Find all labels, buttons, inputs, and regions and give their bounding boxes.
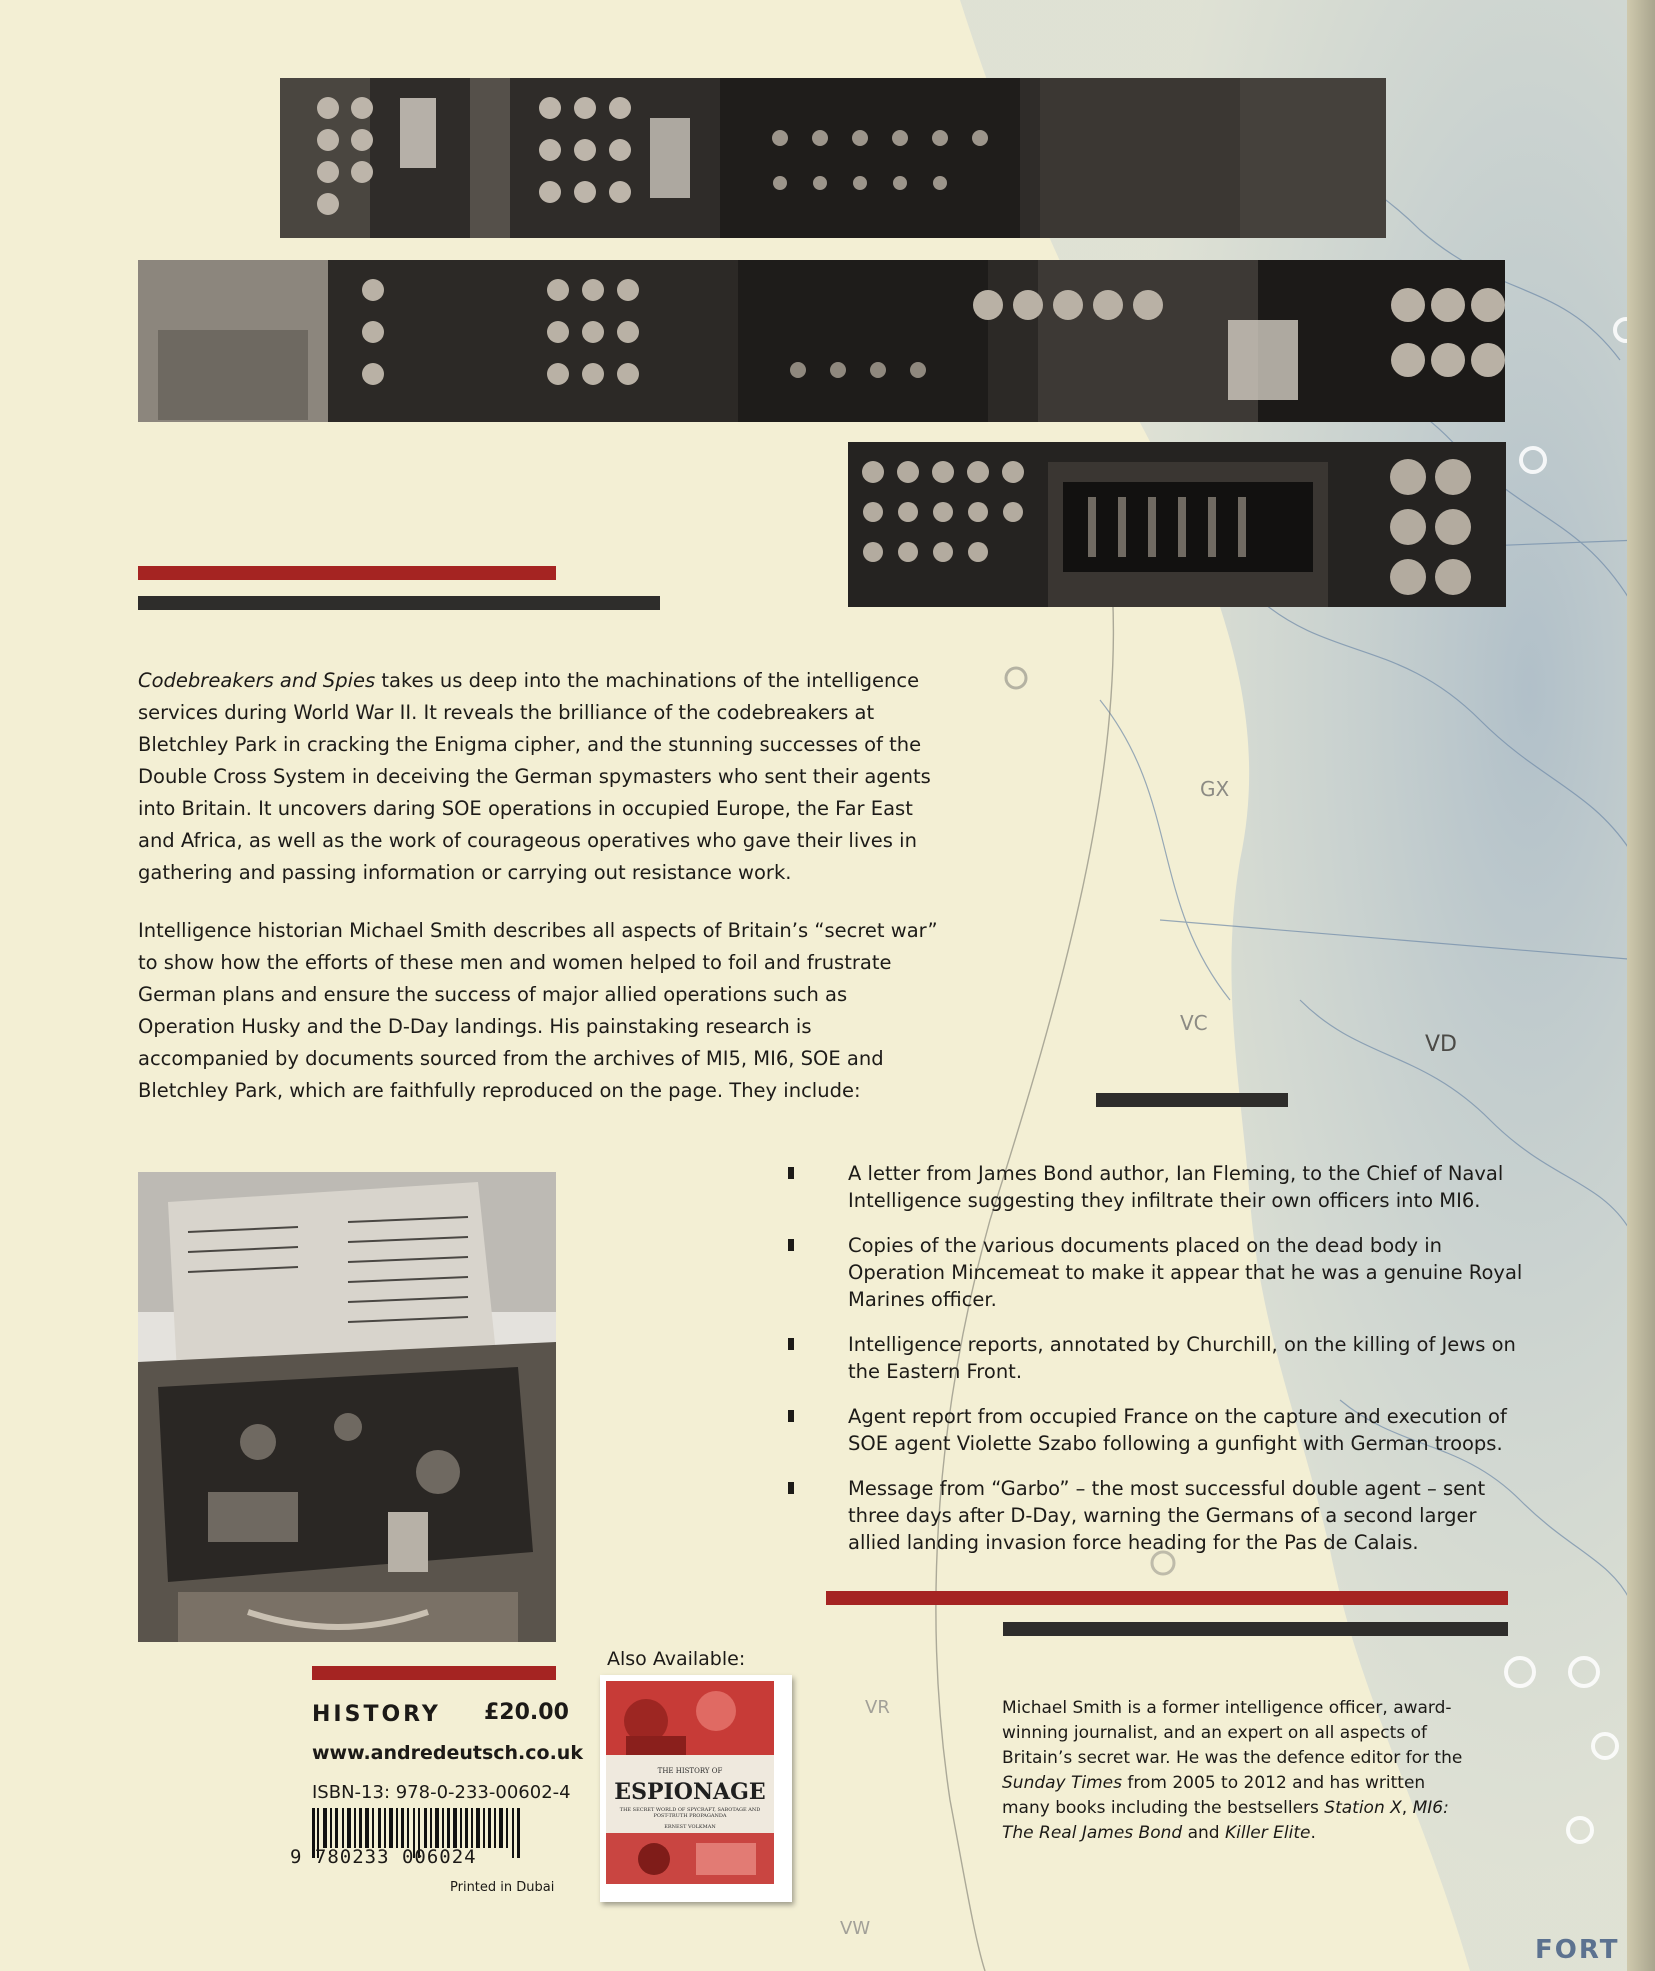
blurb-text bbox=[138, 665, 938, 1133]
list-item-text: A letter from James Bond author, Ian Fleming, to the Chief of Naval Intelligence suggesting they infiltrate their own officers into MI6. bbox=[848, 1162, 1504, 1212]
list-item bbox=[788, 1160, 1528, 1214]
map-label: VD bbox=[1425, 1032, 1457, 1057]
list-item bbox=[788, 1232, 1528, 1313]
second-paragraph: Intelligence historian Michael Smith describes all aspects of Britain’s “secret war” to show how the efforts of these men and women helped to foil and frustrate German plans and ensure the success of major allied operations such as Operation Husky and the D-Day landings. His painstaking research is accompanied by documents sourced from the archives of MI5, MI6, SOE and Bletchley Park, which are faithfully reproduced on the page. They include: bbox=[138, 919, 938, 1102]
map-label: VR bbox=[865, 1697, 890, 1718]
author-bio-text: , bbox=[1401, 1798, 1413, 1818]
cover-subtitle: THE SECRET WORLD OF SPYCRAFT, SABOTAGE AND POST-TRUTH PROPAGANDA bbox=[619, 1807, 761, 1819]
radio-suitcase-photo bbox=[138, 1172, 556, 1642]
bullet-marker-icon bbox=[788, 1167, 794, 1179]
cover-author: ERNEST VOLKMAN bbox=[664, 1824, 716, 1830]
author-bio bbox=[1002, 1696, 1472, 1846]
bombe-photo-strip-middle bbox=[138, 260, 1505, 422]
map-label: GX bbox=[1200, 777, 1230, 801]
list-item-text: Agent report from occupied France on the capture and execution of SOE agent Violette Szabo following a gunfight with German troops. bbox=[848, 1405, 1507, 1455]
bullet-marker-icon bbox=[788, 1239, 794, 1251]
italic-publication: Sunday Times bbox=[1002, 1773, 1122, 1793]
document-list bbox=[788, 1160, 1528, 1574]
bullet-marker-icon bbox=[788, 1482, 794, 1494]
bombe-photo-strip-top bbox=[280, 78, 1386, 238]
author-bio-text: and bbox=[1182, 1823, 1225, 1843]
list-item bbox=[788, 1403, 1528, 1457]
bombe-photo-image bbox=[280, 78, 1386, 238]
intro-paragraph-text: takes us deep into the machinations of the intelligence services during World War II. It reveals the brilliance of the codebreakers at Bletchley Park in cracking the Enigma cipher, and the stunning successes of the Double Cross System in deceiving the German spymasters who sent their agents into Britain. It uncovers daring SOE operations in occupied Europe, the Far East and Africa, as well as the work of courageous operatives who gave their lives in gathering and passing information or carrying out resistance work. bbox=[138, 669, 931, 884]
cover-figures-image bbox=[606, 1681, 774, 1755]
italic-book-title: MI6: The Real James Bond bbox=[1002, 1798, 1449, 1843]
book-edge bbox=[1627, 0, 1655, 1971]
cover-bottom-image bbox=[606, 1833, 774, 1884]
map-label: VC bbox=[1180, 1011, 1208, 1035]
price-label: £20.00 bbox=[484, 1700, 569, 1725]
isbn-label: ISBN-13: 978-0-233-00602-4 bbox=[312, 1782, 571, 1803]
bombe-photo-strip-bottom bbox=[848, 442, 1506, 607]
map-label: VW bbox=[840, 1918, 871, 1939]
also-available-label: Also Available: bbox=[607, 1648, 746, 1670]
red-divider-bar bbox=[138, 566, 556, 580]
bombe-photo-image bbox=[138, 260, 1505, 422]
printed-in-label: Printed in Dubai bbox=[450, 1880, 555, 1895]
espionage-book-cover[interactable] bbox=[600, 1675, 792, 1902]
radio-suitcase-image bbox=[138, 1172, 556, 1642]
genre-label: HISTORY bbox=[312, 1702, 441, 1727]
author-bio-text: from 2005 to 2012 and has written many books including the bestsellers bbox=[1002, 1773, 1426, 1818]
italic-book-title: Station X bbox=[1324, 1798, 1402, 1818]
dark-divider-bar bbox=[1003, 1622, 1508, 1636]
author-bio-text: Michael Smith is a former intelligence officer, award-winning journalist, and an expert on all aspects of Britain’s secret war. He was the defence editor for the bbox=[1002, 1698, 1463, 1768]
list-item-text: Copies of the various documents placed on the dead body in Operation Mincemeat to make it appear that he was a genuine Royal Marines officer. bbox=[848, 1234, 1523, 1311]
cover-artwork bbox=[606, 1681, 774, 1884]
barcode-digits: 9 780233 006024 bbox=[290, 1846, 477, 1868]
red-divider-bar bbox=[826, 1591, 1508, 1605]
list-item bbox=[788, 1475, 1528, 1556]
italic-book-title: Killer Elite bbox=[1224, 1823, 1311, 1843]
bullet-marker-icon bbox=[788, 1338, 794, 1350]
dark-divider-bar bbox=[1096, 1093, 1288, 1107]
intro-paragraph bbox=[138, 665, 938, 889]
red-divider-bar bbox=[312, 1666, 556, 1680]
author-bio-text: . bbox=[1310, 1823, 1316, 1843]
cover-top-line: THE HISTORY OF bbox=[657, 1767, 723, 1775]
book-title-italic: Codebreakers and Spies bbox=[138, 669, 376, 692]
list-item-text: Message from “Garbo” – the most successful double agent – sent three days after D-Day, warning the Germans of a second larger allied landing invasion force heading for the Pas de Calais. bbox=[848, 1477, 1486, 1554]
dark-divider-bar bbox=[138, 596, 660, 610]
bullet-marker-icon bbox=[788, 1410, 794, 1422]
map-label: FORT bbox=[1535, 1935, 1620, 1965]
bombe-photo-image bbox=[848, 442, 1506, 607]
cover-title: ESPIONAGE bbox=[614, 1779, 766, 1805]
list-item bbox=[788, 1331, 1528, 1385]
publisher-url[interactable]: www.andredeutsch.co.uk bbox=[312, 1742, 583, 1764]
list-item-text: Intelligence reports, annotated by Churchill, on the killing of Jews on the Eastern Front. bbox=[848, 1333, 1516, 1383]
